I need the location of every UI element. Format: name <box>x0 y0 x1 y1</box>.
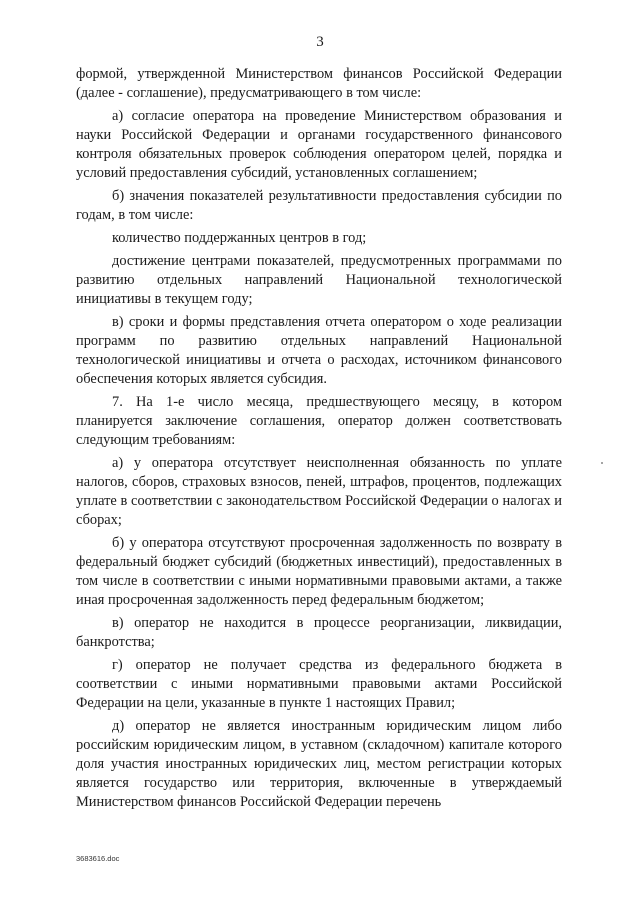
paragraph-requirement-g-funds: г) оператор не получает средства из федерального бюджета в соответствии с иными нормативными правовыми актами Российской Федерации на цели, указанные в пункте 1 настоящих Правил; <box>76 657 562 712</box>
footer-file-name: 3683616.doc <box>76 854 120 863</box>
scan-speck <box>601 462 603 464</box>
paragraph-item-a-consent: а) согласие оператора на проведение Министерством образования и науки Российской Федерации и органами государственного финансового контроля обязательных проверок соблюдения оператором целей, порядка и условий предоставления субсидий, установленных соглашением; <box>76 108 562 181</box>
document-body <box>76 65 562 816</box>
paragraph-requirement-d-foreign: д) оператор не является иностранным юридическим лицом либо российским юридическим лицом, в уставном (складочном) капитале которого доля участия иностранных юридических лиц, местом регистрации которых является государство или территория, включенные в утверждаемый Министерством финансов Российской Федерации перечень <box>76 718 562 810</box>
paragraph-requirement-b-debt: б) у оператора отсутствуют просроченная задолженность по возврату в федеральный бюджет субсидий (бюджетных инвестиций), предоставленных в том числе в соответствии с иными нормативными правовыми актами, а также иная просроченная задолженность перед федеральным бюджетом; <box>76 535 562 608</box>
paragraph-requirement-v-reorganization: в) оператор не находится в процессе реорганизации, ликвидации, банкротства; <box>76 615 562 651</box>
paragraph-clause-7: 7. На 1-е число месяца, предшествующего месяцу, в котором планируется заключение соглашения, оператор должен соответствовать следующим требованиям: <box>76 394 562 449</box>
paragraph-continuation: формой, утвержденной Министерством финансов Российской Федерации (далее - соглашение), предусматривающего в том числе: <box>76 66 562 101</box>
paragraph-item-v-reporting: в) сроки и формы представления отчета оператором о ходе реализации программ по развитию отдельных направлений Национальной технологической инициативы и отчета о расходах, источником финансового обеспечения которых является субсидия. <box>76 314 562 388</box>
paragraph-centers-count: количество поддержанных центров в год; <box>112 230 367 247</box>
paragraph-centers-achievement: достижение центрами показателей, предусмотренных программами по развитию отдельных направлений Национальной технологической инициативы в текущем году; <box>76 253 562 308</box>
paragraph-item-b-indicators: б) значения показателей результативности предоставления субсидии по годам, в том числе: <box>76 188 562 223</box>
paragraph-requirement-a-taxes: а) у оператора отсутствует неисполненная обязанность по уплате налогов, сборов, страховых взносов, пеней, штрафов, процентов, подлежащих уплате в соответствии с законодательством Российской Федерации о налогах и сборах; <box>76 455 562 529</box>
page-number: 3 <box>316 34 324 50</box>
